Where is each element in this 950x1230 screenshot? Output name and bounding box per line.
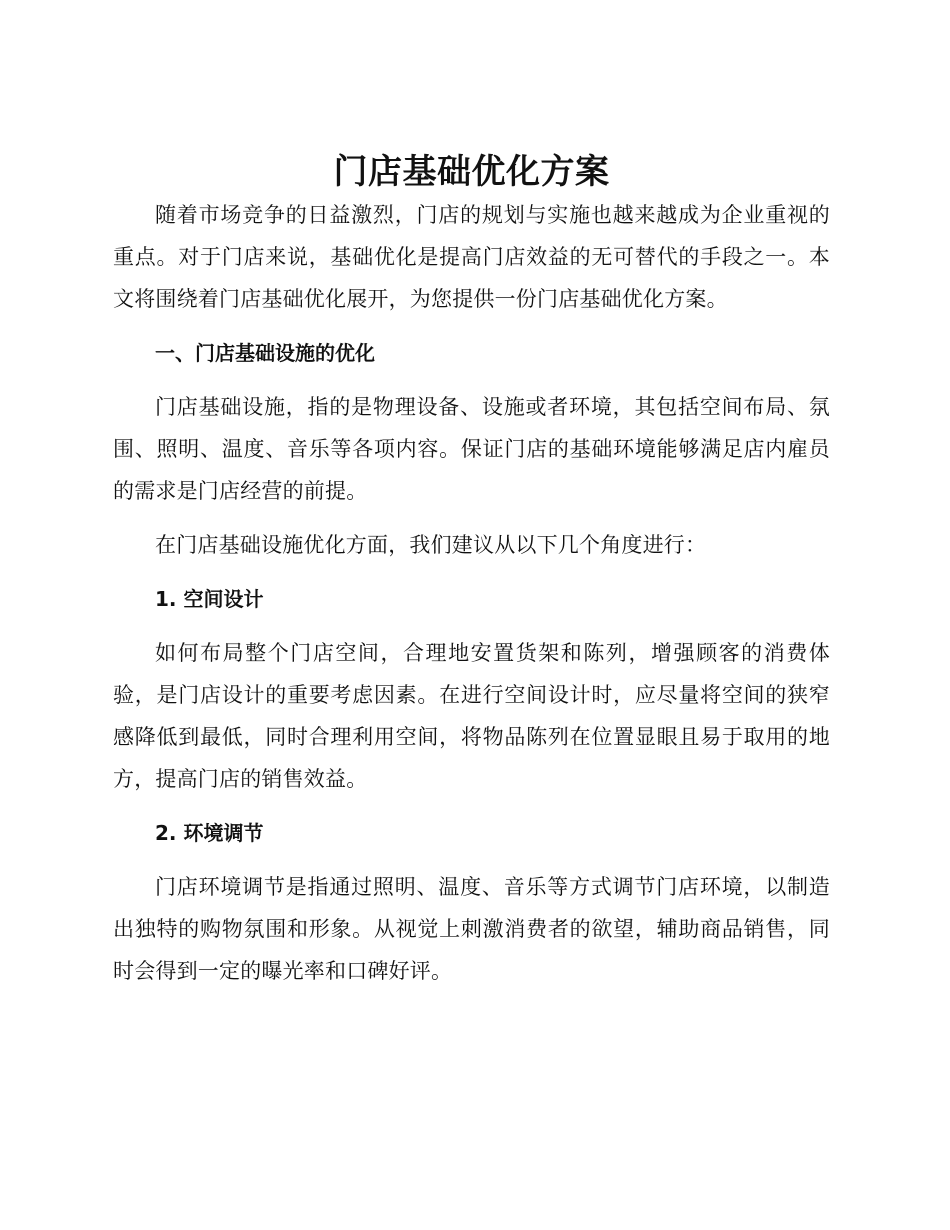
facilities-definition-paragraph: 门店基础设施，指的是物理设备、设施或者环境，其包括空间布局、氛围、照明、温度、音乐等各项内容。保证门店的基础环境能够满足店内雇员的需求是门店经营的前提。	[113, 395, 830, 503]
section-heading-facilities: 一、门店基础设施的优化	[155, 341, 375, 365]
document-title: 门店基础优化方案	[333, 152, 610, 192]
environment-paragraph: 门店环境调节是指通过照明、温度、音乐等方式调节门店环境，以制造出独特的购物氛围和形象。从视觉上刺激消费者的欲望，辅助商品销售，同时会得到一定的曝光率和口碑好评。	[113, 875, 830, 983]
facilities-suggestion-paragraph: 在门店基础设施优化方面，我们建议从以下几个角度进行：	[155, 533, 707, 557]
subheading-environment: 2. 环境调节	[155, 821, 264, 845]
space-design-paragraph: 如何布局整个门店空间，合理地安置货架和陈列，增强顾客的消费体验，是门店设计的重要考虑因素。在进行空间设计时，应尽量将空间的狭窄感降低到最低，同时合理利用空间，将物品陈列在位置显眼且易于取用的地方，提高门店的销售效益。	[113, 641, 830, 791]
subheading-space-design: 1. 空间设计	[155, 587, 264, 611]
document-body	[113, 150, 830, 992]
intro-paragraph: 随着市场竞争的日益激烈，门店的规划与实施也越来越成为企业重视的重点。对于门店来说，基础优化是提高门店效益的无可替代的手段之一。本文将围绕着门店基础优化展开，为您提供一份门店基础优化方案。	[113, 203, 830, 311]
